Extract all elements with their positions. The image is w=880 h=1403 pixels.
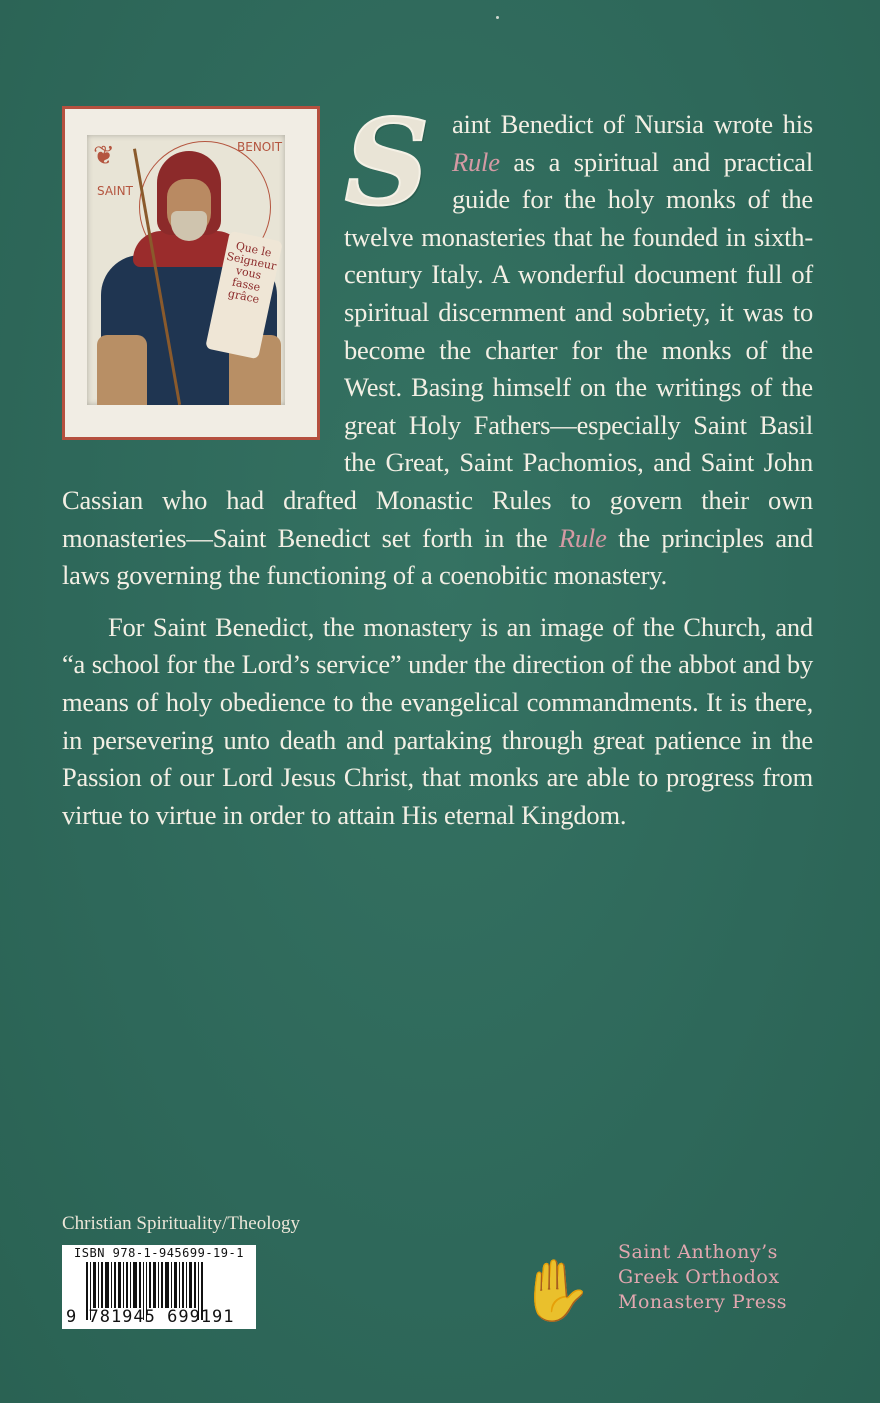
isbn-barcode — [62, 1245, 256, 1329]
category-label: Christian Spirituality/Theology — [62, 1213, 301, 1234]
dropcap-spacer — [344, 106, 452, 216]
blurb-text — [62, 93, 813, 834]
icon-label-saint: SAINT — [97, 184, 133, 198]
dropcap-letter: S — [344, 93, 430, 232]
publisher-block — [518, 1240, 818, 1340]
crozier-icon: ❦ — [93, 141, 115, 171]
rule-title-1: Rule — [452, 146, 500, 177]
image-spacer — [62, 106, 344, 452]
paragraph-1-part-c: the principles and laws governing the functioning of a coenobitic monastery. — [62, 522, 813, 591]
icon-label-benoit: BENOIT — [237, 140, 283, 154]
publisher-line-3: Monastery Press — [618, 1291, 788, 1313]
paragraph-1-part-a: aint Benedict of Nursia wrote his — [452, 109, 813, 139]
paragraph-2: For Saint Benedict, the monastery is an image of the Church, and “a school for the Lord’s service” under the direction of the abbot and by means of holy obedience to the evangelical commandments. It is there, in persevering unto death and partaking through great patience in the Passion of our Lord Jesus Christ, that monks are able to progress from virtue to virtue in order to attain His eternal Kingdom. — [62, 611, 813, 830]
isbn-label: ISBN 978-1-945699-19-1 — [74, 1246, 244, 1260]
publisher-line-2: Greek Orthodox — [618, 1266, 780, 1288]
publisher-name — [618, 1240, 787, 1315]
paragraph-1-part-b: as a spiritual and practical guide for the holy monks of the twelve monasteries that he founded in sixth-century Italy. A wonderful document full of spiritual discernment and sobriety, it was to become the charter for the monks of the West. Basing himself on the writings of the great Holy Fathers—especially Saint Basil the Great, Saint Pachomios, and Saint John Cassian who had drafted Monastic Rules to govern their own monasteries—Saint Benedict set forth in the — [62, 146, 813, 553]
rule-title-2: Rule — [558, 522, 607, 553]
speck — [496, 16, 499, 19]
publisher-line-1: Saint Anthony’s — [618, 1241, 778, 1263]
praying-hands-icon: ✋ — [518, 1256, 593, 1326]
scroll-text: Que le Seigneur vous fasse grâce — [205, 231, 283, 360]
barcode-digits: 9 781945 699191 — [66, 1307, 235, 1327]
